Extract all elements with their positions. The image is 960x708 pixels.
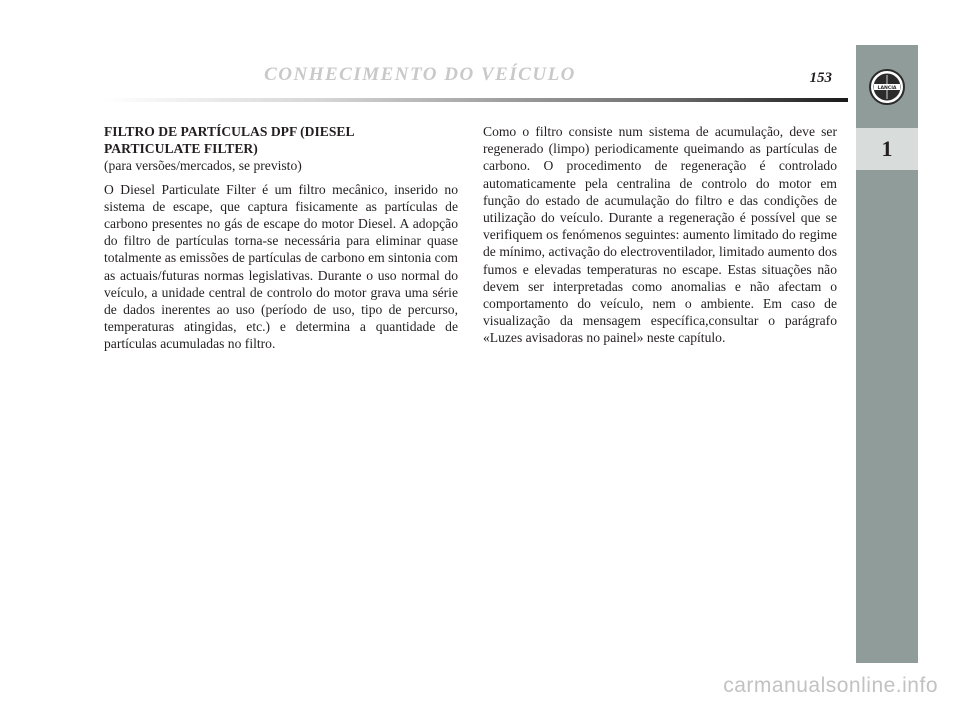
right-column xyxy=(483,123,837,353)
section-heading-line1: FILTRO DE PARTÍCULAS DPF (DIESEL xyxy=(104,124,355,139)
section-subheading: (para versões/mercados, se previsto) xyxy=(104,158,302,174)
section-heading-line2: PARTICULATE FILTER) xyxy=(104,141,258,157)
left-column xyxy=(104,123,458,359)
running-header-title: CONHECIMENTO DO VEÍCULO xyxy=(264,64,576,85)
right-paragraph: Como o filtro consiste num sistema de acumulação, deve ser regenerado (limpo) periodicamente queimando as partículas de carbono. O procedimento de regeneração é controlado automaticamente pela centralina de controlo do motor em função do estado de acumulação do filtro e das condições de utilização do veículo. Durante a regeneração é possível que se verifiquem os fenómenos seguintes: aumento limitado do regime de mínimo, activação do electroventilador, limitado aumento dos fumos e elevadas temperaturas no escape. Estas situações não devem ser interpretadas como anomalias e não afectam o comportamento do veículo, nem o ambiente. Em caso de visualização da mensagem específica,consultar o parágrafo «Luzes avisadoras no painel» neste capítulo. xyxy=(483,124,837,346)
left-paragraph: O Diesel Particulate Filter é um filtro mecânico, inserido no sistema de escape, que captura fisicamente as partículas de carbono presentes no gás de escape do motor Diesel. A adopção do filtro de partículas torna-se necessária para eliminar quase totalmente as emissões de partículas de carbono em sintonia com as actuais/futuras normas legislativas. Durante o uso normal do veículo, a unidade central de controlo do motor grava uma série de dados inerentes ao uso (período de uso, tipo de percurso, temperaturas atingidas, etc.) e determina a quantidade de partículas acumuladas no filtro. xyxy=(104,181,458,352)
lancia-logo-icon xyxy=(868,68,906,106)
page-number: 153 xyxy=(809,70,832,86)
chapter-tab: 1 xyxy=(856,128,918,170)
header-rule xyxy=(102,98,848,102)
watermark: carmanualsonline.info xyxy=(723,674,938,697)
section-heading xyxy=(104,123,458,157)
logo-text: LANCIA xyxy=(877,86,897,91)
